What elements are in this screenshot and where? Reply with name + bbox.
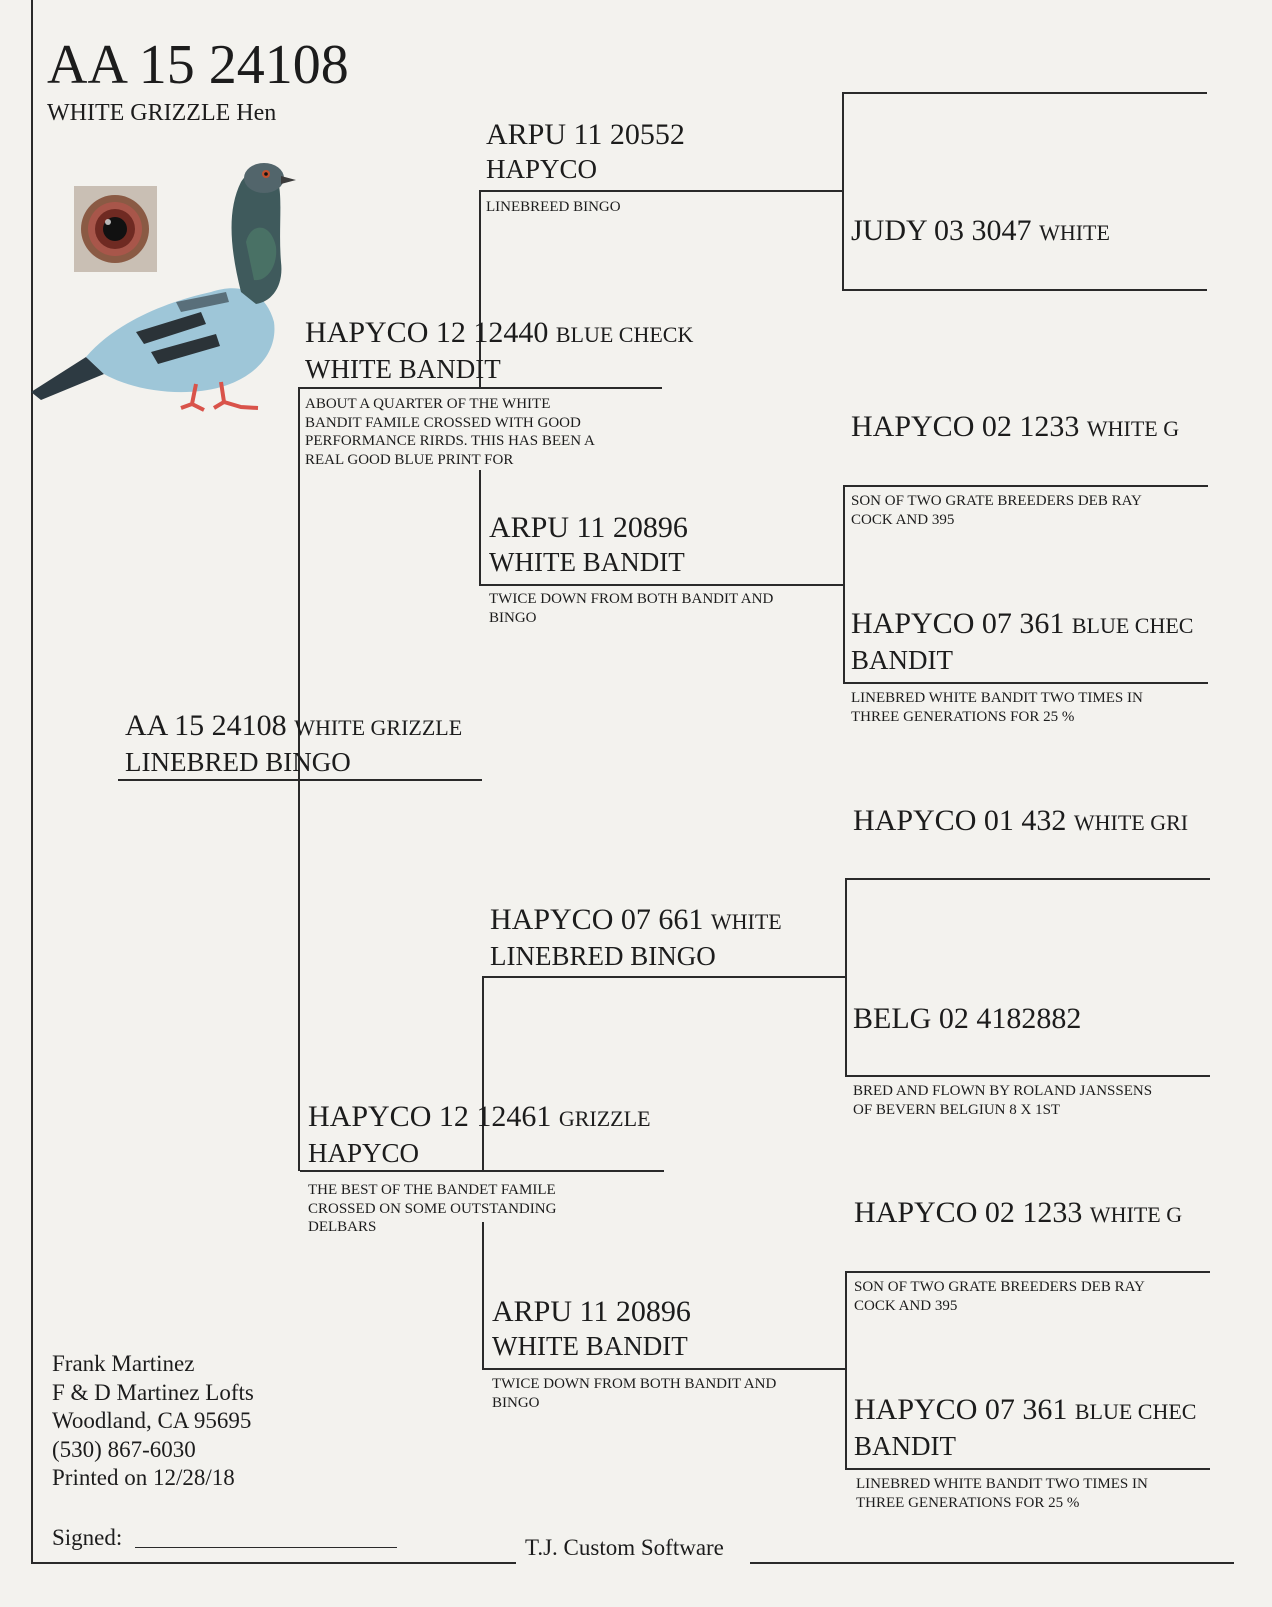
owner-phone: (530) 867-6030: [52, 1436, 196, 1462]
owner-name: Frank Martinez: [52, 1351, 195, 1376]
ddd-underline: [845, 1468, 1210, 1470]
sds-notes: SON OF TWO GRATE BREEDERS DEB RAY COCK AND 395: [851, 493, 1142, 528]
ds-strain: LINEBRED BINGO: [490, 941, 716, 971]
dd-underline: [482, 1368, 847, 1370]
ds-entry: [490, 903, 782, 973]
pigeon-photo: [26, 152, 301, 432]
sire-strain: WHITE BANDIT: [305, 354, 501, 384]
dam-dd-connector: [482, 1222, 484, 1369]
ddd-color: BLUE CHEC: [1074, 1399, 1197, 1424]
sd-vertical: [843, 485, 845, 683]
owner-loft: F & D Martinez Lofts: [52, 1379, 254, 1405]
ss-underline: [479, 190, 844, 192]
dsd-entry: [853, 1002, 1081, 1036]
ss-entry: [486, 118, 685, 186]
sds-entry: [851, 410, 1179, 446]
dam-color: GRIZZLE: [558, 1106, 651, 1131]
signed-label: Signed:: [52, 1525, 123, 1550]
ddd-notes: LINEBRED WHITE BANDIT TWO TIMES IN THREE GENERATIONS FOR 25 %: [856, 1476, 1148, 1511]
dds-entry: [854, 1196, 1182, 1232]
ss-band: ARPU 11 20552: [486, 118, 685, 151]
sd-entry: [489, 511, 688, 579]
ds-band: HAPYCO 07 661: [490, 903, 704, 936]
dss-entry: [853, 804, 1188, 840]
sd-strain: WHITE BANDIT: [489, 547, 685, 577]
dam-band: HAPYCO 12 12461: [308, 1100, 552, 1133]
owner-block: [52, 1350, 254, 1493]
ddd-entry: [854, 1393, 1196, 1463]
sdd-entry: [851, 607, 1193, 677]
dds-notes: SON OF TWO GRATE BREEDERS DEB RAY COCK AND 395: [854, 1279, 1145, 1314]
dds-band: HAPYCO 02 1233: [854, 1196, 1083, 1229]
subject-underline: [118, 779, 482, 781]
ddd-band: HAPYCO 07 361: [854, 1393, 1068, 1426]
dam-strain: HAPYCO: [308, 1138, 420, 1168]
ds-color: WHITE: [710, 909, 782, 934]
sd-notes: TWICE DOWN FROM BOTH BANDIT AND BINGO: [489, 591, 774, 626]
dsd-band: BELG 02 4182882: [853, 1002, 1082, 1035]
sire-color: BLUE CHECK: [555, 322, 694, 347]
ssd-underline: [842, 289, 1207, 291]
subject-strain: LINEBRED BINGO: [125, 747, 351, 777]
ssd-color: WHITE: [1039, 220, 1110, 245]
ss-notes: LINEBREED BINGO: [486, 199, 621, 215]
dsd-notes: BRED AND FLOWN BY ROLAND JANSSENS OF BEVERN BELGIUN 8 X 1ST: [853, 1083, 1153, 1118]
owner-city: Woodland, CA 95695: [52, 1408, 252, 1434]
subject-entry: [125, 709, 462, 779]
dsd-underline: [845, 1075, 1210, 1077]
sds-color: WHITE G: [1086, 416, 1180, 441]
signature-line: [135, 1547, 397, 1548]
ss-strain: HAPYCO: [486, 154, 598, 184]
ds-underline: [482, 976, 847, 978]
sdd-color: BLUE CHEC: [1071, 613, 1194, 638]
dd-notes: TWICE DOWN FROM BOTH BANDIT AND BINGO: [492, 1376, 777, 1411]
dds-underline: [845, 1271, 1210, 1273]
sire-entry: [305, 316, 693, 386]
dd-strain: WHITE BANDIT: [492, 1331, 688, 1361]
sdd-strain: BANDIT: [851, 645, 953, 675]
page-title: AA 15 24108: [47, 34, 349, 96]
sire-notes: ABOUT A QUARTER OF THE WHITE BANDIT FAMILE CROSSED WITH GOOD PERFORMANCE RIRDS. THIS HAS BEEN A REAL GOOD BLUE PRINT FOR: [305, 396, 595, 468]
sdd-notes: LINEBRED WHITE BANDIT TWO TIMES IN THREE GENERATIONS FOR 25 %: [851, 690, 1143, 725]
subject-band: AA 15 24108: [125, 709, 287, 742]
ddd-strain: BANDIT: [854, 1431, 956, 1461]
dss-color: WHITE GRI: [1073, 810, 1189, 835]
software-credit: T.J. Custom Software: [525, 1535, 724, 1560]
dam-entry: [308, 1100, 651, 1170]
dds-color: WHITE G: [1089, 1202, 1183, 1227]
bottom-border-left: [31, 1562, 516, 1564]
sire-band: HAPYCO 12 12440: [305, 316, 549, 349]
dd-entry: [492, 1295, 691, 1363]
sire-sd-connector: [479, 470, 481, 585]
subject-color: WHITE GRIZZLE: [294, 715, 463, 740]
ssd-band: JUDY 03 3047: [851, 214, 1032, 247]
ssd-entry: [851, 214, 1110, 250]
sd-underline: [479, 584, 845, 586]
ds-vertical: [845, 878, 847, 1077]
dd-band: ARPU 11 20896: [492, 1295, 691, 1328]
dd-vertical: [845, 1271, 847, 1469]
dss-underline: [845, 878, 1210, 880]
page-subtitle: WHITE GRIZZLE Hen: [47, 100, 277, 126]
printed-date: Printed on 12/28/18: [52, 1465, 235, 1491]
sds-band: HAPYCO 02 1233: [851, 410, 1080, 443]
subject-dam-connector: [298, 779, 300, 1171]
dam-notes: THE BEST OF THE BANDET FAMILE CROSSED ON SOME OUTSTANDING DELBARS: [308, 1182, 557, 1235]
sdd-underline: [843, 682, 1208, 684]
sss-underline: [842, 92, 1207, 94]
sd-band: ARPU 11 20896: [489, 511, 688, 544]
ss-vertical: [842, 92, 844, 290]
bottom-border-right: [750, 1562, 1234, 1564]
dss-band: HAPYCO 01 432: [853, 804, 1067, 837]
sdd-band: HAPYCO 07 361: [851, 607, 1065, 640]
sds-underline: [843, 485, 1208, 487]
